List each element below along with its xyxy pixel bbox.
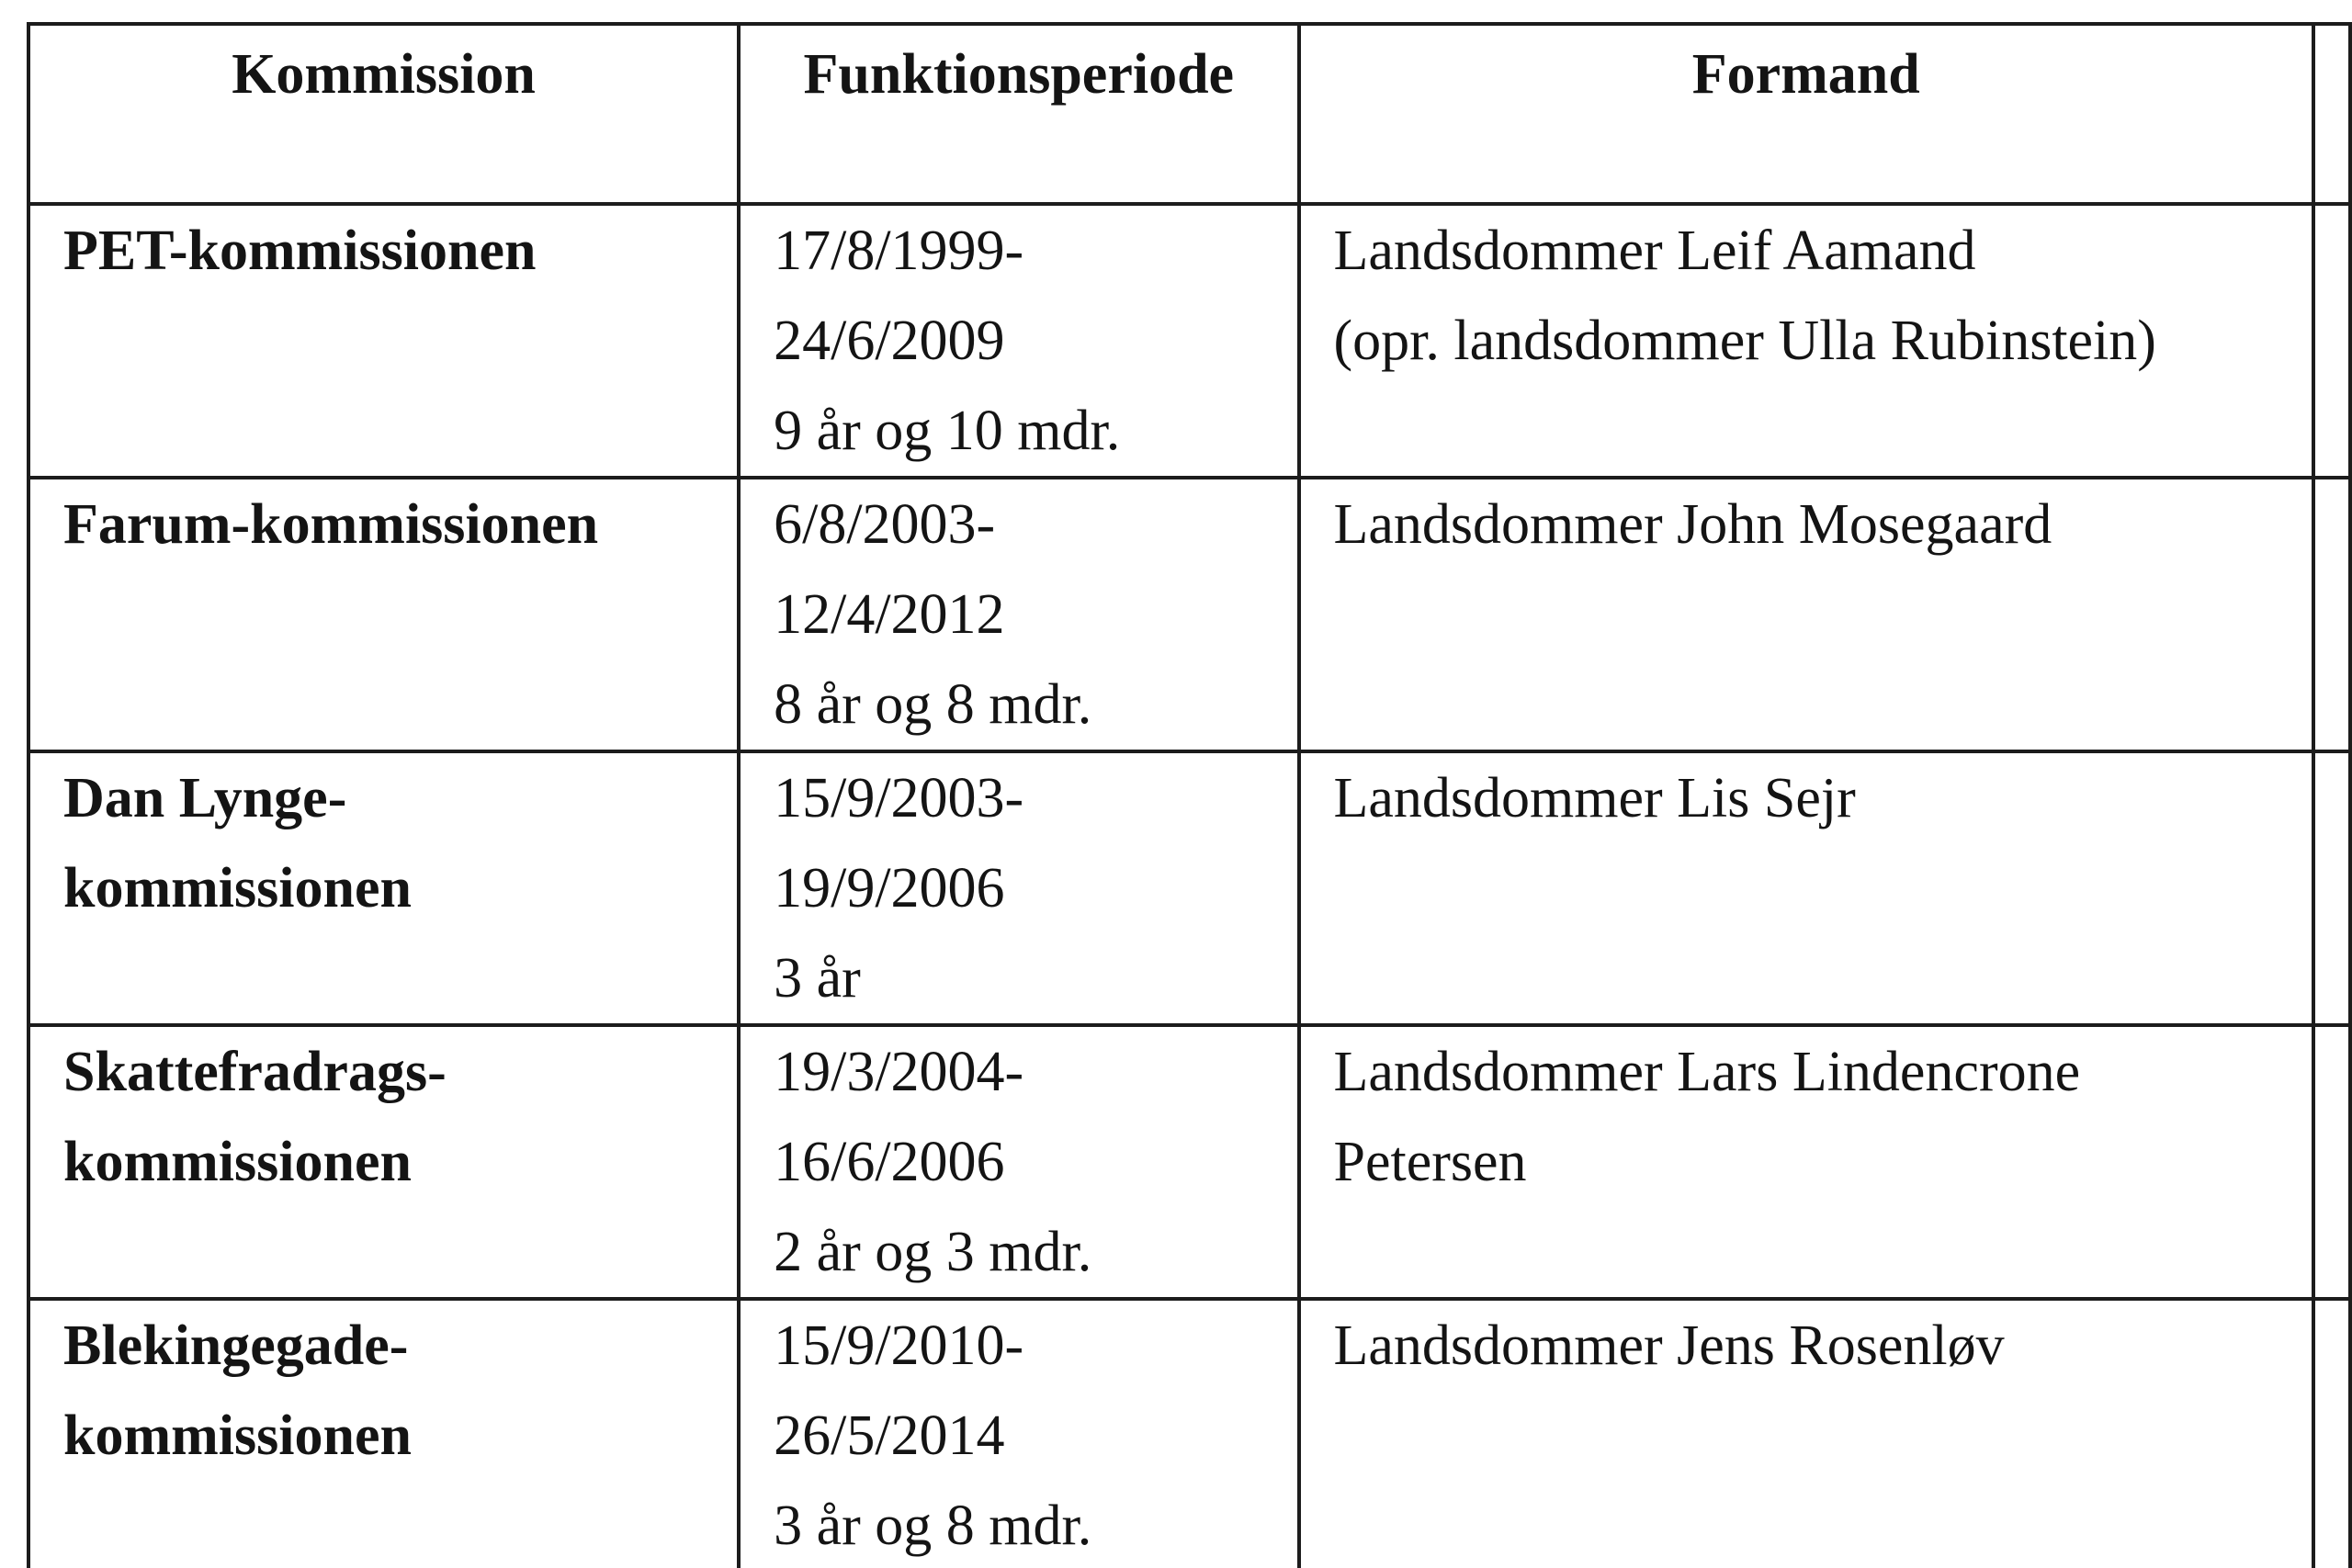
- formand-line: Petersen: [1333, 1131, 1527, 1193]
- formand-line: Landsdommer John Mosegaard: [1333, 493, 2052, 556]
- periode-duration: 3 år: [774, 947, 861, 1010]
- periode-end: 24/6/2009: [774, 310, 1005, 372]
- edge-cell: [2313, 1299, 2350, 1568]
- periode-start: 19/3/2004-: [774, 1041, 1024, 1103]
- formand-cell: [1299, 478, 2313, 751]
- periode-duration: 2 år og 3 mdr.: [774, 1221, 1092, 1283]
- table-row: [28, 204, 2350, 478]
- header-formand: Formand: [1299, 24, 2313, 204]
- edge-cell: [2313, 204, 2350, 478]
- periode-cell: [739, 478, 1298, 751]
- kommission-cell: [28, 751, 739, 1025]
- formand-cell: [1299, 1299, 2313, 1568]
- kommission-line: Dan Lynge-: [63, 767, 347, 829]
- periode-start: 17/8/1999-: [774, 220, 1024, 282]
- edge-cell: [2313, 1025, 2350, 1299]
- periode-end: 16/6/2006: [774, 1131, 1005, 1193]
- periode-cell: [739, 1299, 1298, 1568]
- periode-duration: 8 år og 8 mdr.: [774, 673, 1092, 736]
- periode-end: 12/4/2012: [774, 583, 1005, 646]
- periode-start: 15/9/2010-: [774, 1314, 1024, 1377]
- kommission-cell: [28, 204, 739, 478]
- formand-cell: [1299, 204, 2313, 478]
- edge-cell: [2313, 478, 2350, 751]
- formand-line: Landsdommer Lis Sejr: [1333, 767, 1856, 829]
- kommission-line: Blekingegade-: [63, 1314, 409, 1377]
- kommission-cell: [28, 478, 739, 751]
- header-funktionsperiode: Funktionsperiode: [739, 24, 1298, 204]
- kommission-cell: [28, 1299, 739, 1568]
- periode-duration: 9 år og 10 mdr.: [774, 400, 1121, 462]
- periode-cell: [739, 1025, 1298, 1299]
- periode-start: 6/8/2003-: [774, 493, 996, 556]
- kommission-line: Skattefradrags-: [63, 1041, 447, 1103]
- formand-cell: [1299, 1025, 2313, 1299]
- kommission-line: PET-kommissionen: [63, 220, 537, 282]
- periode-cell: [739, 204, 1298, 478]
- periode-cell: [739, 751, 1298, 1025]
- commissions-table: [27, 22, 2352, 1568]
- kommission-line: Farum-kommissionen: [63, 493, 599, 556]
- table-row: [28, 751, 2350, 1025]
- periode-start: 15/9/2003-: [774, 767, 1024, 829]
- periode-duration: 3 år og 8 mdr.: [774, 1495, 1092, 1557]
- cropped-heading-strip: [0, 0, 2352, 22]
- header-kommission: Kommission: [28, 24, 739, 204]
- header-row: [28, 24, 2350, 204]
- formand-line: Landsdommer Jens Rosenløv: [1333, 1314, 2005, 1377]
- formand-line: (opr. landsdommer Ulla Rubinstein): [1333, 310, 2156, 372]
- table-row: [28, 1299, 2350, 1568]
- kommission-line: kommissionen: [63, 1404, 412, 1467]
- edge-cell: [2313, 751, 2350, 1025]
- periode-end: 19/9/2006: [774, 857, 1005, 919]
- formand-cell: [1299, 751, 2313, 1025]
- table-row: [28, 478, 2350, 751]
- kommission-cell: [28, 1025, 739, 1299]
- periode-end: 26/5/2014: [774, 1404, 1005, 1467]
- kommission-line: kommissionen: [63, 1131, 412, 1193]
- table-row: [28, 1025, 2350, 1299]
- header-edge-cell: [2313, 24, 2350, 204]
- formand-line: Landsdommer Lars Lindencrone: [1333, 1041, 2081, 1103]
- kommission-line: kommissionen: [63, 857, 412, 919]
- formand-line: Landsdommer Leif Aamand: [1333, 220, 1976, 282]
